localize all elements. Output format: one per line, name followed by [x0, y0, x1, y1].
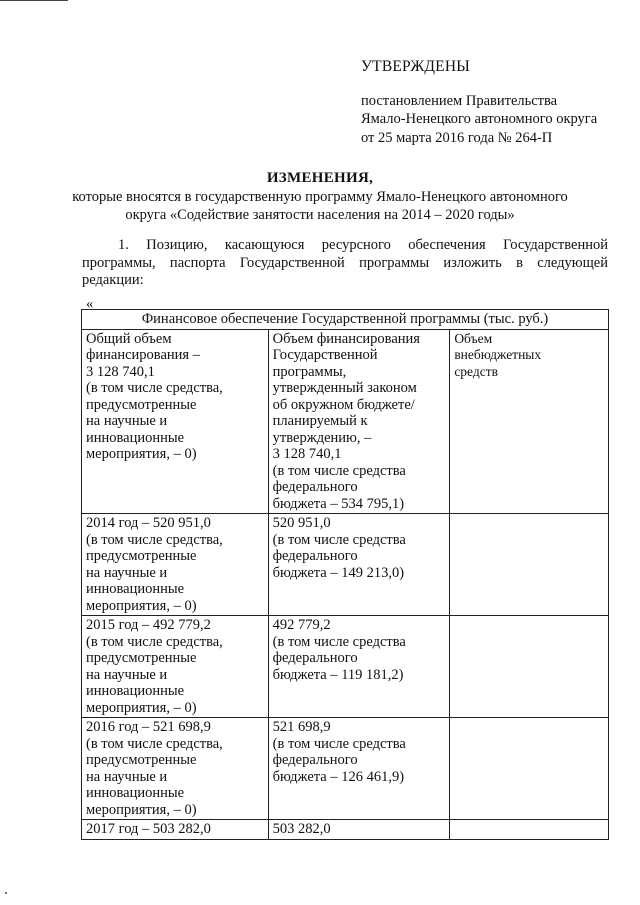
top-edge-line — [0, 0, 68, 1]
approval-line: постановлением Правительства — [361, 92, 558, 109]
opening-quote-mark: « — [86, 296, 94, 312]
table-cell-total: 2017 год – 503 282,0 — [82, 820, 269, 840]
paragraph-rest: программы, паспорта Государственной программы изложить в следующей редакции: — [82, 254, 608, 288]
table-header-row — [82, 310, 609, 330]
table-cell-budget: 503 282,0 — [268, 820, 450, 840]
table-row — [82, 329, 609, 514]
scan-speck — [5, 892, 7, 894]
table-cell-budget: 492 779,2 (в том числе средства федерального бюджета – 119 181,2) — [268, 616, 450, 718]
body-paragraph — [82, 237, 608, 290]
approval-line: Ямало-Ненецкого автономного округа — [361, 111, 598, 127]
table-cell-budget: Объем финансирования Государственной программы, утвержденный законом об окружном бюджете/ планируемый к утверждению, – 3 128 740,1 (в том числе средства федерального бюджета – 534 795,1) — [268, 329, 450, 514]
table-cell-extrabudget: Объем внебюджетных средств — [450, 329, 609, 514]
table-cell-total: Общий объем финансирования – 3 128 740,1 (в том числе средства, предусмотренные на научные и инновационные мероприятия, – 0) — [82, 329, 269, 514]
document-subtitle: которые вносятся в государственную программу Ямало-Ненецкого автономного округа «Содействие занятости населения на 2014 – 2020 годы» — [72, 189, 568, 223]
document-title: ИЗМЕНЕНИЯ, — [266, 170, 374, 186]
table-cell-extrabudget — [450, 616, 609, 718]
approval-line: от 25 марта 2016 года № 264-П — [361, 129, 553, 146]
table-cell-total: 2015 год – 492 779,2 (в том числе средства, предусмотренные на научные и инновационные мероприятия, – 0) — [82, 616, 269, 718]
table-row — [82, 514, 609, 616]
table-header: Финансовое обеспечение Государственной программы (тыс. руб.) — [82, 310, 609, 330]
table-cell-budget: 521 698,9 (в том числе средства федерального бюджета – 126 461,9) — [268, 718, 450, 820]
approval-heading: УТВЕРЖДЕНЫ — [361, 58, 470, 75]
paragraph-first-line: 1. Позицию, касающуюся ресурсного обеспечения Государственной — [118, 237, 608, 253]
table-cell-total: 2014 год – 520 951,0 (в том числе средства, предусмотренные на научные и инновационные мероприятия, – 0) — [82, 514, 269, 616]
table-cell-extrabudget — [450, 820, 609, 840]
table-cell-extrabudget — [450, 514, 609, 616]
financing-table — [81, 309, 609, 840]
table-row — [82, 820, 609, 840]
table-cell-total: 2016 год – 521 698,9 (в том числе средства, предусмотренные на научные и инновационные мероприятия, – 0) — [82, 718, 269, 820]
table-row — [82, 616, 609, 718]
table-row — [82, 718, 609, 820]
table-cell-budget: 520 951,0 (в том числе средства федерального бюджета – 149 213,0) — [268, 514, 450, 616]
table-cell-extrabudget — [450, 718, 609, 820]
approval-block — [361, 58, 597, 147]
